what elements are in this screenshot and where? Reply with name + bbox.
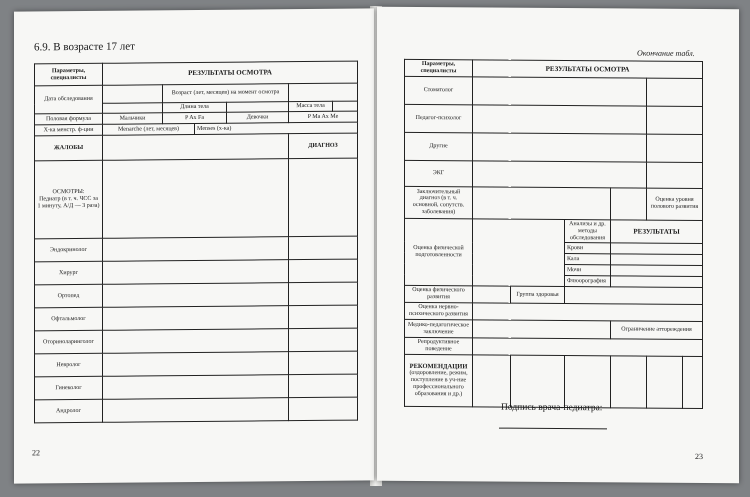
ent-cell[interactable] [103,329,289,354]
recommendations-cell-label [405,354,473,406]
physical-fitness-label: Оценка физической подготовленности [405,218,473,286]
signature-label: Подпись врача-педиатра: [501,402,603,414]
exam-date-cell[interactable] [103,85,163,104]
psychologist-cell[interactable] [473,105,647,134]
col-params-header: Параметры, специалисты [35,63,103,86]
right-page-number: 23 [695,451,703,462]
body-mass-cell[interactable] [333,101,358,111]
puberty-assessment-label: Оценка уровня полового развития [647,188,703,220]
surgeon-diagnosis-cell[interactable] [289,259,358,283]
pediatrician-diagnosis-cell[interactable] [289,158,358,237]
recs-col-5[interactable] [647,356,683,408]
analyses-label: Анализы и др. методы обследования [565,219,611,243]
gynecologist-diagnosis-cell[interactable] [289,374,358,398]
row-others: Другие [405,132,473,160]
sex-formula-label: Половая формула [35,113,103,125]
specialist-gynecologist: Гинеколог [35,376,103,400]
specialist-ent: Оториноларинголог [35,330,103,354]
neuro-development-cell[interactable] [473,303,703,321]
lab-fluorography: Флюорография [565,276,611,287]
results-small-label: РЕЗУЛЬТАТЫ [611,220,703,244]
physical-fitness-cell[interactable] [473,219,565,287]
r-col-params-header: Параметры, специалисты [405,59,473,76]
others-cell[interactable] [473,133,647,162]
pediatrician-cell[interactable] [103,159,289,239]
left-exam-table [34,61,358,424]
orthopedist-diagnosis-cell[interactable] [289,282,358,306]
andrologist-cell[interactable] [103,398,289,423]
recommendations-note: (оздоровление, режим, поступление в уч-ние профессионального образования и др.) [409,370,468,398]
neurologist-cell[interactable] [103,352,289,377]
dentist-cell[interactable] [473,77,647,106]
continuation-label: Окончание табл. [637,48,695,58]
conclusive-diagnosis-label: Заключительный диагноз (в т. ч. основной, сопутств. заболевания) [405,186,473,218]
surgeon-cell[interactable] [103,260,289,285]
med-ped-conclusion-label: Медико-педагогическое заключение [405,319,473,337]
recs-col-6[interactable] [683,356,703,408]
exams-title: ОСМОТРЫ: [52,189,85,196]
specialist-orthopedist: Ортопед [35,284,103,308]
body-mass-label: Масса тела [289,101,333,111]
reproductive-behavior-label: Репродуктивное поведение [405,337,473,354]
health-group-label: Группа здоровья [511,287,565,304]
health-group-cell[interactable] [565,287,703,305]
specialist-neurologist: Невролог [35,353,103,377]
limits-label: Ограничение аттореждения [611,321,703,340]
body-length-value[interactable] [103,103,163,114]
dentist-extra-cell[interactable] [647,78,703,106]
left-page-number: 22 [32,448,40,458]
recs-col-4[interactable] [611,356,647,408]
med-ped-conclusion-cell[interactable] [473,320,611,339]
girls-codes: P Ma Ax Me [289,111,358,123]
right-page [377,7,739,484]
menstr-label: Х-ка менстр. ф-ции [35,124,103,136]
ent-diagnosis-cell[interactable] [289,328,358,352]
psychologist-extra-cell[interactable] [647,106,703,134]
lab-blood-cell[interactable] [611,243,703,255]
lab-fluorography-cell[interactable] [611,276,703,288]
menses-label: Menses (х-ка) [195,122,358,134]
ophthalmologist-diagnosis-cell[interactable] [289,305,358,329]
signature-line[interactable] [499,428,607,430]
neurologist-diagnosis-cell[interactable] [289,351,358,375]
endocrinologist-cell[interactable] [103,237,289,262]
lab-blood: Крови [565,243,611,254]
recs-col-2[interactable] [511,355,565,407]
gynecologist-cell[interactable] [103,375,289,400]
physical-development-cell[interactable] [473,286,511,303]
lab-stool: Кала [565,254,611,265]
ophthalmologist-cell[interactable] [103,306,289,331]
girls-label: Девочки [227,112,289,124]
andrologist-diagnosis-cell[interactable] [289,397,358,421]
r-results-header: РЕЗУЛЬТАТЫ ОСМОТРА [473,60,703,78]
lab-urine-cell[interactable] [611,265,703,277]
conclusive-diagnosis-extra[interactable] [611,188,647,220]
others-extra-cell[interactable] [647,134,703,162]
age-label: Возраст (лет, месяцев) на момент осмотра [163,84,289,103]
age-cell[interactable] [289,83,358,102]
conclusive-diagnosis-cell[interactable] [473,187,611,220]
endocrinologist-diagnosis-cell[interactable] [289,236,358,260]
row-ecg: ЭКГ [405,160,473,186]
specialist-surgeon: Хирург [35,261,103,285]
row-psychologist: Педагог-психолог [405,104,473,132]
left-page [14,8,374,483]
exam-date-label: Дата обследования [35,85,103,114]
results-header: РЕЗУЛЬТАТЫ ОСМОТРА [103,61,358,85]
row-dentist: Стоматолог [405,76,473,104]
exams-note: Педиатр (в т. ч. ЧСС за 1 минуту, А/Д — 3 раза) [37,195,100,210]
boys-codes: P Ax Fa [163,112,227,124]
diagnosis-label: ДИАГНОЗ [289,133,358,159]
boys-label: Мальчики [103,113,163,125]
menarche-label: Menarche (лет, месяцев) [103,123,195,135]
complaints-label: ЖАЛОБЫ [35,135,103,161]
physical-development-label: Оценка физического развития [405,286,473,303]
ecg-cell[interactable] [473,161,647,188]
orthopedist-cell[interactable] [103,283,289,308]
recs-col-3[interactable] [565,355,611,407]
body-length-cell[interactable] [227,102,289,113]
lab-stool-cell[interactable] [611,254,703,266]
specialist-ophthalmologist: Офтальмолог [35,307,103,331]
specialist-andrologist: Андролог [35,399,103,423]
recs-col-1[interactable] [473,355,511,407]
body-length-label: Длина тела [163,102,227,113]
reproductive-behavior-cell[interactable] [473,338,703,356]
right-exam-table [404,59,703,409]
recommendations-title: РЕКОМЕНДАЦИИ [409,362,468,370]
complaints-cell[interactable] [103,134,289,161]
specialist-endocrinologist: Эндокринолог [35,238,103,262]
ecg-extra-cell[interactable] [647,162,703,188]
neuro-development-label: Оценка нервно-психического развития [405,303,473,320]
section-heading: 6.9. В возрасте 17 лет [34,40,135,54]
exams-pediatrician [35,160,103,239]
lab-urine: Мочи [565,265,611,276]
